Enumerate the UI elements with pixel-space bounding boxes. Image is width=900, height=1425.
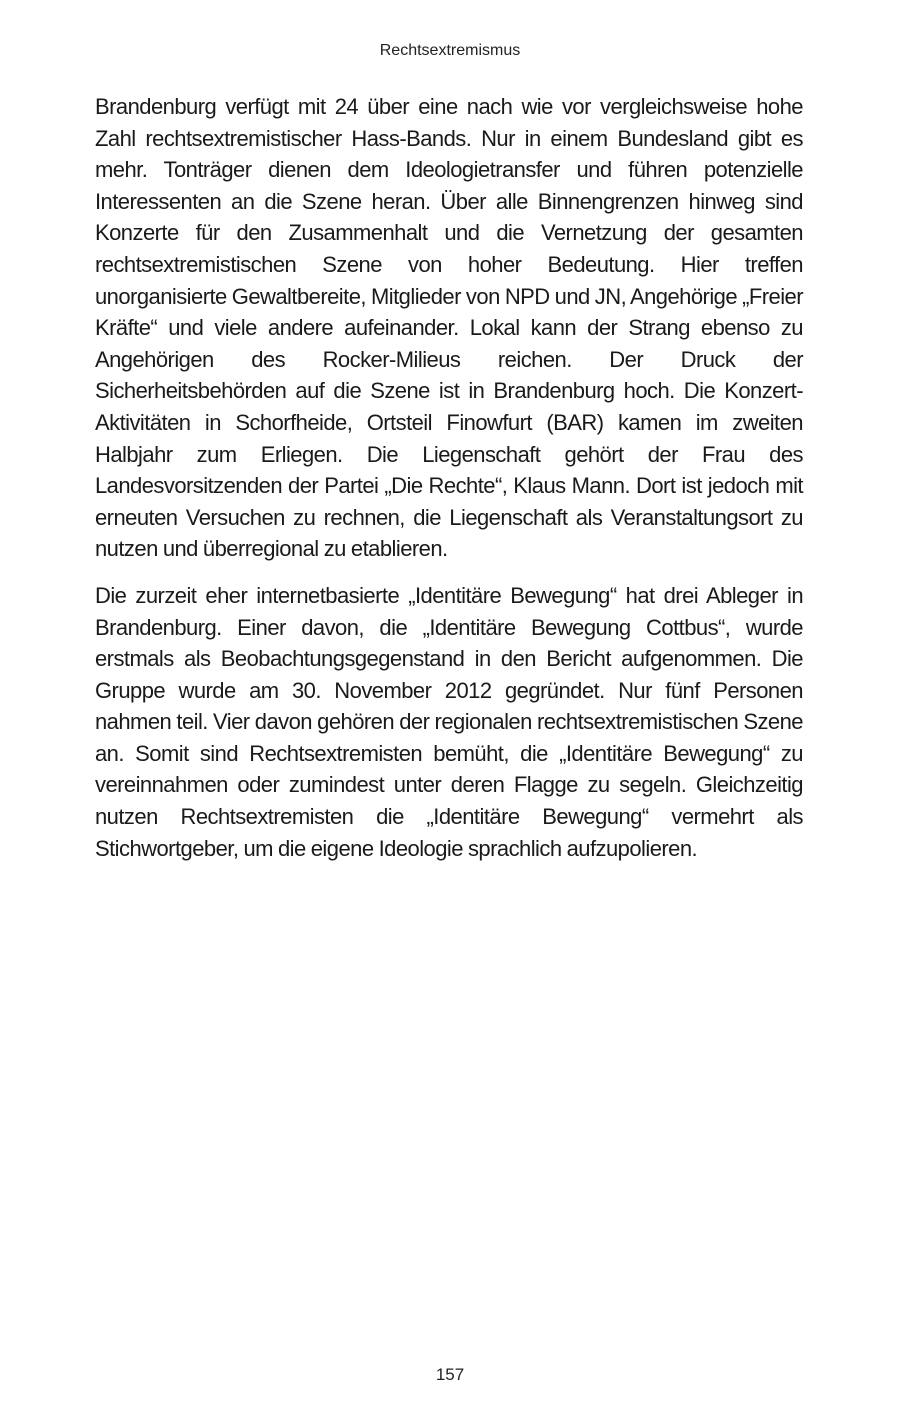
body-text [95, 91, 803, 879]
running-header: Rechtsextremismus [379, 42, 521, 59]
paragraph: Brandenburg verfügt mit 24 über eine nach wie vor vergleichsweise hohe Zahl rechtsextremistischer Hass-Bands. Nur in einem Bundesland gibt es mehr. Tonträger dienen dem Ideologietransfer und führen potenzielle Interessenten an die Szene heran. Über alle Binnengrenzen hinweg sind Konzerte für den Zusammenhalt und die Vernetzung der gesamten rechtsextremistischen Szene von hoher Bedeutung. Hier treffen unorganisierte Gewaltbereite, Mitglieder von NPD und JN, Angehörige „Freier Kräfte“ und viele andere aufeinander. Lokal kann der Strang ebenso zu Angehörigen des Rocker-Milieus reichen. Der Druck der Sicherheitsbehörden auf die Szene ist in Brandenburg hoch. Die Konzert-Aktivitäten in Schorfheide, Ortsteil Finowfurt (BAR) kamen im zweiten Halbjahr zum Erliegen. Die Liegenschaft gehört der Frau des Landesvorsitzenden der Partei „Die Rechte“, Klaus Mann. Dort ist jedoch mit erneuten Versuchen zu rechnen, die Liegenschaft als Veranstaltungsort zu nutzen und überregional zu etablieren. [95, 94, 804, 562]
page-number: 157 [435, 1365, 465, 1384]
paragraph: Die zurzeit eher internetbasierte „Identitäre Bewegung“ hat drei Ableger in Brandenburg. Einer davon, die „Identitäre Bewegung Cottbus“, wurde erstmals als Beobachtungsgegenstand in den Bericht aufgenommen. Die Gruppe wurde am 30. November 2012 gegründet. Nur fünf Personen nahmen teil. Vier davon gehören der regionalen rechtsextremistischen Szene an. Somit sind Rechtsextremisten bemüht, die „Identitäre Bewegung“ zu vereinnahmen oder zumindest unter deren Flagge zu segeln. Gleichzeitig nutzen Rechtsextremisten die „Identitäre Bewegung“ vermehrt als Stichwortgeber, um die eigene Ideologie sprachlich aufzupolieren. [95, 582, 803, 861]
